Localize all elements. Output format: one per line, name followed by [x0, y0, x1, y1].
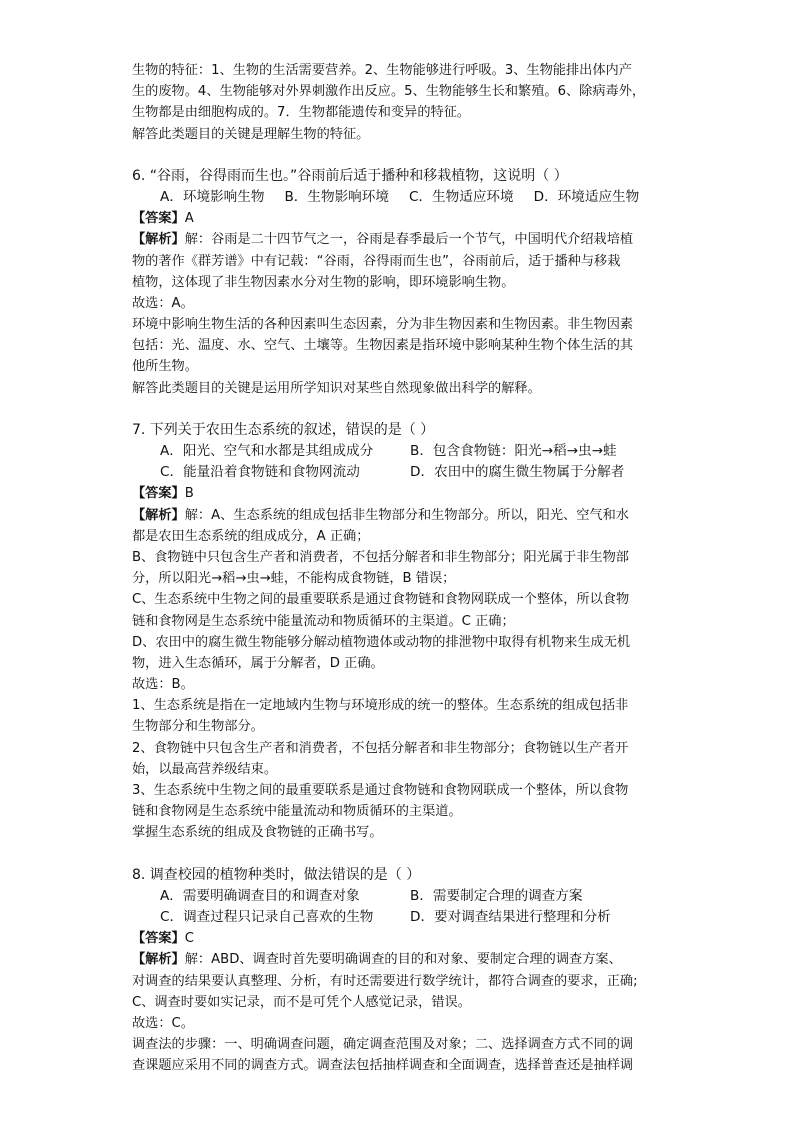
option-c: C．调查过程只记录自己喜欢的生物	[160, 908, 374, 925]
analysis-line: C、生态系统中生物之间的最重要联系是通过食物链和食物网联成一个整体，所以食物	[132, 592, 630, 608]
analysis-line: 解答此类题目的关键是运用所学知识对某些自然现象做出科学的解释。	[132, 380, 541, 396]
analysis-line: 始，以最高营养级结束。	[132, 761, 278, 777]
analysis-text: 解：谷雨是二十四节气之一，谷雨是春季最后一个节气，中国明代介绍栽培植	[184, 232, 634, 248]
analysis-line: 环境中影响生物生活的各种因素叫生态因素，分为非生物因素和生物因素。非生物因素	[132, 317, 634, 333]
analysis-line: 2、食物链中只包含生产者和消费者，不包括分解者和非生物部分；食物链以生产者开	[132, 740, 629, 756]
option-a: A．阳光、空气和水都是其组成成分	[160, 443, 374, 459]
analysis-line: 3、生态系统中生物之间的最重要联系是通过食物链和食物网联成一个整体，所以食物	[132, 783, 629, 798]
option-c: C．能量沿着食物链和食物网流动	[160, 464, 360, 481]
analysis-line	[132, 229, 664, 250]
analysis-line: 物的著作《群芳谱》中有记载：“谷雨，谷得雨而生也”，谷雨前后，适于播种与移栽	[132, 253, 621, 269]
answer-label: 【答案】	[132, 486, 185, 502]
analysis-line: 包括：光、温度、水、空气、土壤等。生物因素是指环境中影响某种生物个体生活的其	[132, 338, 634, 354]
analysis-line: 故选：B。	[132, 677, 194, 693]
option-b: B．包含食物链：阳光→稻→虫→蛙	[410, 443, 617, 459]
question-title: 7. 下列关于农田生态系统的叙述，错误的是（ ）	[132, 421, 435, 438]
analysis-line: B、食物链中只包含生产者和消费者，不包括分解者和非生物部分；阳光属于非生物部	[132, 549, 629, 565]
answer-line	[132, 928, 664, 949]
option-a: A．需要明确调查目的和调查对象	[160, 887, 360, 904]
option-b: B．需要制定合理的调查方案	[410, 887, 583, 904]
analysis-line: 对调查的结果要认真整理、分析，有时还需要进行数学统计，都符合调查的要求，正确;	[132, 973, 638, 989]
answer-label: 【答案】	[132, 211, 185, 227]
option-a: A．环境影响生物	[160, 188, 265, 205]
question-title: 6. “谷雨，谷得雨而生也。”谷雨前后适于播种和移栽植物，这说明（ ）	[132, 167, 568, 184]
intro-line: 生物的特征：1、生物的生活需要营养。2、生物能够进行呼吸。3、生物能排出体内产	[132, 63, 632, 78]
analysis-line: 查课题应采用不同的调查方式。调查法包括抽样调查和全面调查，选择普查还是抽样调	[132, 1058, 634, 1074]
options-row	[132, 187, 664, 208]
analysis-line: 物，进入生态循环，属于分解者，D 正确。	[132, 655, 384, 671]
analysis-line	[132, 505, 664, 526]
analysis-line: 他所生物。	[132, 359, 198, 375]
options-row	[132, 907, 664, 928]
analysis-line: 生物部分和生物部分。	[132, 719, 264, 735]
analysis-line	[132, 949, 664, 970]
analysis-line: D、农田中的腐生微生物能够分解动植物遗体或动物的排泄物中取得有机物来生成无机	[132, 634, 631, 650]
question-8	[132, 865, 664, 1077]
option-b: B．生物影响环境	[284, 188, 389, 205]
analysis-text: 解：A、生态系统的组成包括非生物部分和生物部分。所以，阳光、空气和水	[184, 507, 629, 523]
option-d: D．要对调查结果进行整理和分析	[410, 908, 611, 925]
options-row	[132, 441, 664, 462]
analysis-line: 1、生态系统是指在一定地域内生物与环境形成的统一的整体。生态系统的组成包括非	[132, 698, 629, 714]
options-row	[132, 462, 664, 483]
analysis-text: 解：ABD、调查时首先要明确调查的目的和对象、要制定合理的调查方案、	[184, 952, 622, 968]
option-d: D．农田中的腐生微生物属于分解者	[410, 464, 625, 481]
analysis-line: 链和食物网是生态系统中能量流动和物质循环的主渠道。	[132, 804, 462, 820]
answer-value: B	[184, 486, 194, 502]
analysis-line: 分，所以阳光→稻→虫→蛙，不能构成食物链，B 错误；	[132, 571, 456, 587]
options-row	[132, 886, 664, 907]
question-6	[132, 166, 664, 399]
intro-line: 生的废物。4、生物能够对外界刺激作出反应。5、生物能够生长和繁殖。6、除病毒外，	[132, 84, 646, 100]
analysis-line: C、调查时要如实记录，而不是可凭个人感觉记录，错误。	[132, 994, 471, 1010]
analysis-line: 故选：C。	[132, 1015, 194, 1031]
analysis-line: 植物，这体现了非生物因素水分对生物的影响，即环境影响生物。	[132, 274, 515, 290]
question-title: 8. 调查校园的植物种类时，做法错误的是（ ）	[132, 866, 421, 883]
analysis-label: 【解析】	[132, 232, 185, 248]
analysis-label: 【解析】	[132, 952, 185, 968]
analysis-label: 【解析】	[132, 507, 185, 523]
analysis-line: 掌握生态系统的组成及食物链的正确书写。	[132, 825, 383, 841]
analysis-line: 调查法的步骤：一、明确调查问题，确定调查范围及对象；二、选择调查方式不同的调	[132, 1037, 634, 1053]
analysis-line: 故选：A。	[132, 295, 194, 311]
intro-block	[132, 60, 664, 145]
question-7	[132, 420, 664, 844]
analysis-line: 都是农田生态系统的组成成分，A 正确；	[132, 528, 370, 544]
option-c: C．生物适应环境	[408, 188, 514, 205]
answer-value: A	[184, 211, 194, 227]
intro-line: 生物都是由细胞构成的。7．生物都能遗传和变异的特征。	[132, 105, 471, 121]
analysis-line: 链和食物网是生态系统中能量流动和物质循环的主渠道。C 正确；	[132, 613, 515, 629]
option-d: D．环境适应生物	[533, 188, 640, 205]
document-content	[132, 60, 664, 1076]
answer-label: 【答案】	[132, 931, 185, 947]
answer-line	[132, 483, 664, 504]
intro-line: 解答此类题目的关键是理解生物的特征。	[132, 126, 370, 142]
answer-line	[132, 208, 664, 229]
answer-value: C	[184, 931, 194, 947]
